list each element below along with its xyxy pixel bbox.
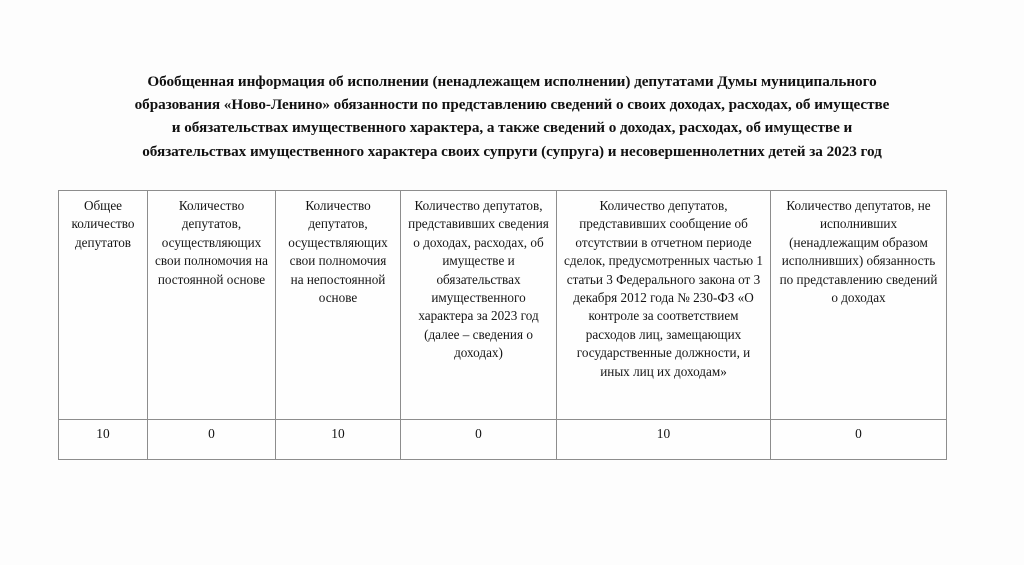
cell-permanent-basis: 0	[148, 420, 276, 460]
column-header-no-transactions-report-label: Количество депутатов, представивших сообщение об отсутствии в отчетном периоде сделок, предусмотренных частью 1 статьи 3 Федерального закона от 3 декабря 2012 года № 230-ФЗ «О контроле за соответствием расходов лиц, замещающих государственные должности, и иных лиц их доходам»	[564, 198, 763, 379]
table-header	[59, 191, 947, 420]
cell-total-deputies: 10	[59, 420, 148, 460]
title-line-4: обязательствах имущественного характера своих супруги (супруга) и несовершеннолетних детей за 2023 год	[142, 142, 882, 160]
column-header-submitted-income-info-label: Количество депутатов, представивших сведения о доходах, расходах, об имуществе и обязательствах имущественного характера за 2023 год (далее – сведения о доходах)	[408, 198, 549, 361]
cell-failed-to-comply: 0	[771, 420, 947, 460]
column-header-submitted-income-info	[401, 191, 557, 420]
column-header-total-deputies	[59, 191, 148, 420]
column-header-permanent-basis	[148, 191, 276, 420]
table-body	[59, 420, 947, 460]
column-header-failed-to-comply	[771, 191, 947, 420]
table-header-row	[59, 191, 947, 420]
column-header-total-deputies-label: Общее количество депутатов	[71, 198, 135, 250]
summary-table-container	[58, 190, 946, 460]
column-header-permanent-basis-label: Количество депутатов, осуществляющих свои полномочия на постоянной основе	[155, 198, 268, 287]
title-line-1: Обобщенная информация об исполнении (ненадлежащем исполнении) депутатами Думы муниципального	[147, 73, 877, 90]
table-row	[59, 420, 947, 460]
column-header-failed-to-comply-label: Количество депутатов, не исполнивших (ненадлежащим образом исполнивших) обязанность по представлению сведений о доходах	[779, 198, 938, 306]
title-line-2: образования «Ново-Ленино» обязанности по представлению сведений о своих доходах, расходах, об имуществе	[134, 96, 890, 114]
cell-no-transactions-report: 10	[557, 420, 771, 460]
column-header-non-permanent-basis-label: Количество депутатов, осуществляющих свои полномочия на непостоянной основе	[288, 198, 388, 306]
summary-table	[58, 190, 947, 460]
cell-non-permanent-basis: 10	[276, 420, 401, 460]
cell-submitted-income-info: 0	[401, 420, 557, 460]
column-header-non-permanent-basis	[276, 191, 401, 420]
column-header-no-transactions-report	[557, 191, 771, 420]
title-line-3: и обязательствах имущественного характера, а также сведений о доходах, расходах, об имуществе и	[171, 119, 853, 137]
page-title	[72, 70, 952, 163]
